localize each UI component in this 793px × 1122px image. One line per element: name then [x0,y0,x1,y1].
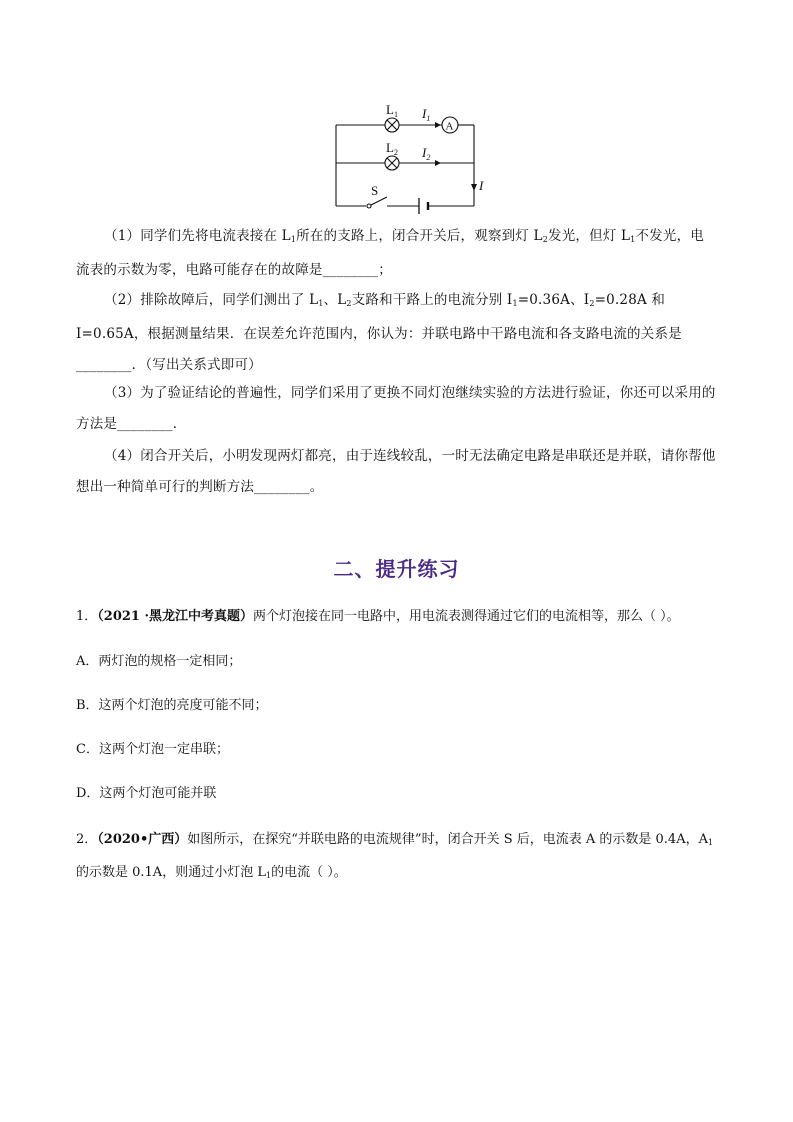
switch-symbol [367,197,387,208]
question-2-stem: 2．（2020•广西）如图所示，在探究“并联电路的电流规律”时，闭合开关 S 后，电流表 A 的示数是 0.4A，$A_1$的示数是 0.1A，则通过小灯泡 $L_1$的电流（ ）。 [76,832,714,880]
option-d: D．这两个灯泡可能并联 [76,786,217,801]
answer-blank: ________ [117,416,173,432]
lamp-l1-label: $L_1$ [386,102,398,119]
lamp-l2-label: $L_2$ [386,140,398,157]
lamp-l2-symbol [385,156,399,170]
current-arrow-icon [435,122,441,128]
ammeter-label: A [445,120,454,133]
section-title: 二、提升练习 [333,557,460,581]
question-part-1: （1）同学们先将电流表接在 $L_1$所在的支路上，闭合开关后，观察到灯 $L_2$发光，但灯 $L_1$不发光，电流表的示数为零，电路可能存在的故障是________； [76,228,704,278]
question-source: （2020•广西） [97,832,188,847]
question-1-stem: 1．（2021 ·黑龙江中考真题）两个灯泡接在同一电路中，用电流表测得通过它们的电流相等，那么（ ）。 [76,609,680,624]
current-arrow-icon [435,160,441,166]
parallel-circuit-diagram [330,100,485,218]
answer-blank: ________ [76,357,132,373]
current-i-label: I [479,178,484,193]
option-b: B．这两个灯泡的亮度可能不同； [76,698,268,713]
current-i1-label: $I_1$ [422,106,431,123]
option-c: C．这两个灯泡一定串联； [76,742,229,757]
current-i2-label: $I_2$ [422,145,431,162]
battery-symbol [419,198,428,214]
question-source: （2021 ·黑龙江中考真题） [97,609,254,624]
option-a: A．两灯泡的规格一定相同； [76,654,242,669]
answer-blank: ________ [254,479,310,495]
question-part-2: （2）排除故障后，同学们测出了 $L_1$、$L_2$支路和干路上的电流分别 $I_1=0.36A$、$I_2=0.28A$ 和 I=0.65A，根据测量结果．在误差允许范围内，你认为：并联电路中干路电流和各支路电流的关系是________．（写出关系式即可） [76,292,682,373]
question-part-3: （3）为了验证结论的普遍性，同学们采用了更换不同灯泡继续实验的方法进行验证，你还可以采用的方法是________． [76,385,716,432]
switch-label: S [371,183,379,198]
answer-blank: ________ [322,262,379,278]
lamp-l1-symbol [385,118,399,132]
question-part-4: （4）闭合开关后，小明发现两灯都亮，由于连线较乱，一时无法确定电路是串联还是并联，请你帮他想出一种简单可行的判断方法________。 [76,448,716,495]
current-arrow-icon [471,184,477,191]
